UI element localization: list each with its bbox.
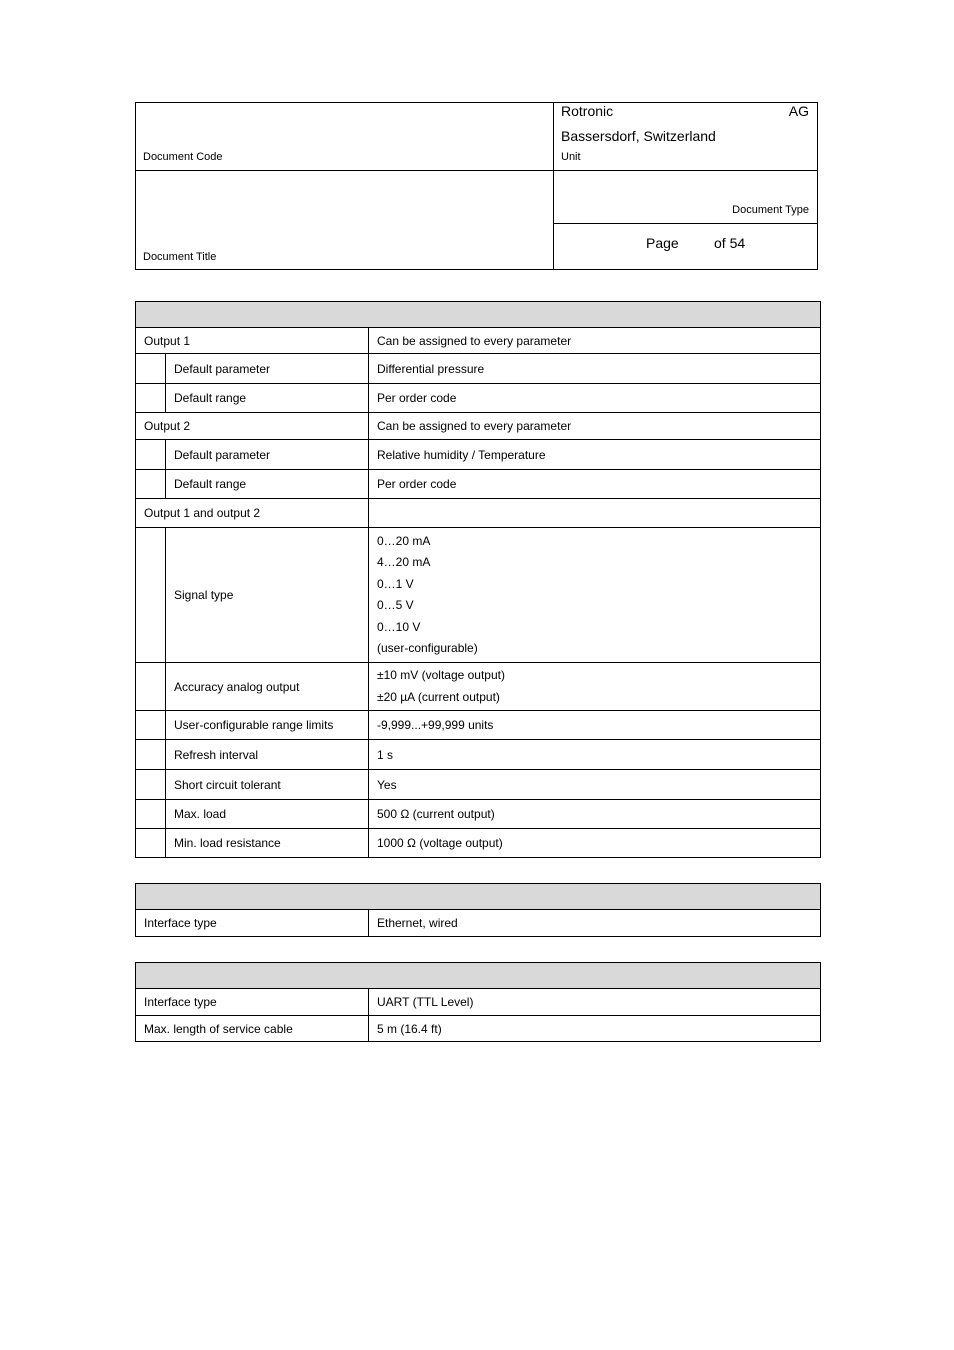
row-label: Max. length of service cable (136, 1016, 369, 1042)
signal-type-item: 0…5 V (377, 598, 414, 612)
unit-label: Unit (561, 151, 581, 163)
row-value: Per order code (369, 470, 821, 499)
company-location: Bassersdorf, Switzerland (561, 128, 716, 144)
table-row (136, 413, 821, 440)
row-label: Accuracy analog output (166, 663, 369, 711)
table-row (136, 829, 821, 858)
document-type-label: Document Type (732, 204, 809, 216)
signal-type-item: 4…20 mA (377, 555, 431, 569)
row-value: Can be assigned to every parameter (369, 413, 821, 440)
document-title-label: Document Title (143, 251, 217, 263)
header-divider-page (553, 223, 817, 224)
table-row (136, 989, 821, 1016)
row-value: 1 s (369, 740, 821, 770)
network-interface-table (135, 883, 821, 937)
company-name: Rotronic (561, 103, 614, 119)
row-label: Interface type (136, 989, 369, 1016)
table-row (136, 1016, 821, 1042)
row-label: Refresh interval (166, 740, 369, 770)
row-label: Min. load resistance (166, 829, 369, 858)
row-label: Default parameter (166, 440, 369, 470)
document-code-label: Document Code (143, 151, 223, 163)
table-row (136, 440, 821, 470)
signal-type-item: 0…20 mA (377, 533, 431, 548)
row-value: Relative humidity / Temperature (369, 440, 821, 470)
row-value: UART (TTL Level) (369, 989, 821, 1016)
table-row (136, 384, 821, 413)
row-label: Output 1 (136, 328, 369, 354)
signal-type-item: 0…10 V (377, 619, 421, 634)
table-row (136, 910, 821, 937)
table-row (136, 711, 821, 740)
row-value: 1000 Ω (voltage output) (369, 829, 821, 858)
row-label: Output 1 and output 2 (136, 499, 369, 528)
row-value-list (369, 528, 821, 663)
row-value (369, 499, 821, 528)
row-label: Output 2 (136, 413, 369, 440)
accuracy-item: ±20 µA (current output) (377, 689, 500, 704)
table-row (136, 800, 821, 829)
row-label: Signal type (166, 528, 369, 663)
table-row (136, 328, 821, 354)
row-label: Short circuit tolerant (166, 770, 369, 800)
row-label: User-configurable range limits (166, 711, 369, 740)
row-value: Per order code (369, 384, 821, 413)
row-value-list (369, 663, 821, 711)
row-value: Can be assigned to every parameter (369, 328, 821, 354)
row-value: 5 m (16.4 ft) (369, 1016, 821, 1042)
table-band (136, 884, 821, 910)
table-row (136, 770, 821, 800)
header-divider-vertical (553, 103, 554, 269)
row-label: Interface type (136, 910, 369, 937)
page-count: of 54 (714, 235, 746, 251)
row-label: Default range (166, 470, 369, 499)
header-divider-horizontal (136, 170, 817, 171)
accuracy-item: ±10 mV (voltage output) (377, 668, 505, 682)
page-label: Page (646, 235, 679, 251)
row-value: Ethernet, wired (369, 910, 821, 937)
table-row (136, 740, 821, 770)
row-label: Max. load (166, 800, 369, 829)
analog-outputs-table (135, 301, 821, 858)
row-value: Differential pressure (369, 354, 821, 384)
signal-type-item: 0…1 V (377, 576, 414, 591)
signal-type-item: (user-configurable) (377, 641, 478, 655)
service-interface-table (135, 962, 821, 1042)
row-value: 500 Ω (current output) (369, 800, 821, 829)
table-row (136, 528, 821, 663)
table-band (136, 963, 821, 989)
row-value: Yes (369, 770, 821, 800)
table-row (136, 499, 821, 528)
table-row (136, 663, 821, 711)
row-value: -9,999...+99,999 units (369, 711, 821, 740)
company-suffix: AG (788, 103, 809, 119)
row-label: Default parameter (166, 354, 369, 384)
table-band (136, 302, 821, 328)
document-header (135, 102, 818, 270)
table-row (136, 354, 821, 384)
row-label: Default range (166, 384, 369, 413)
table-row (136, 470, 821, 499)
